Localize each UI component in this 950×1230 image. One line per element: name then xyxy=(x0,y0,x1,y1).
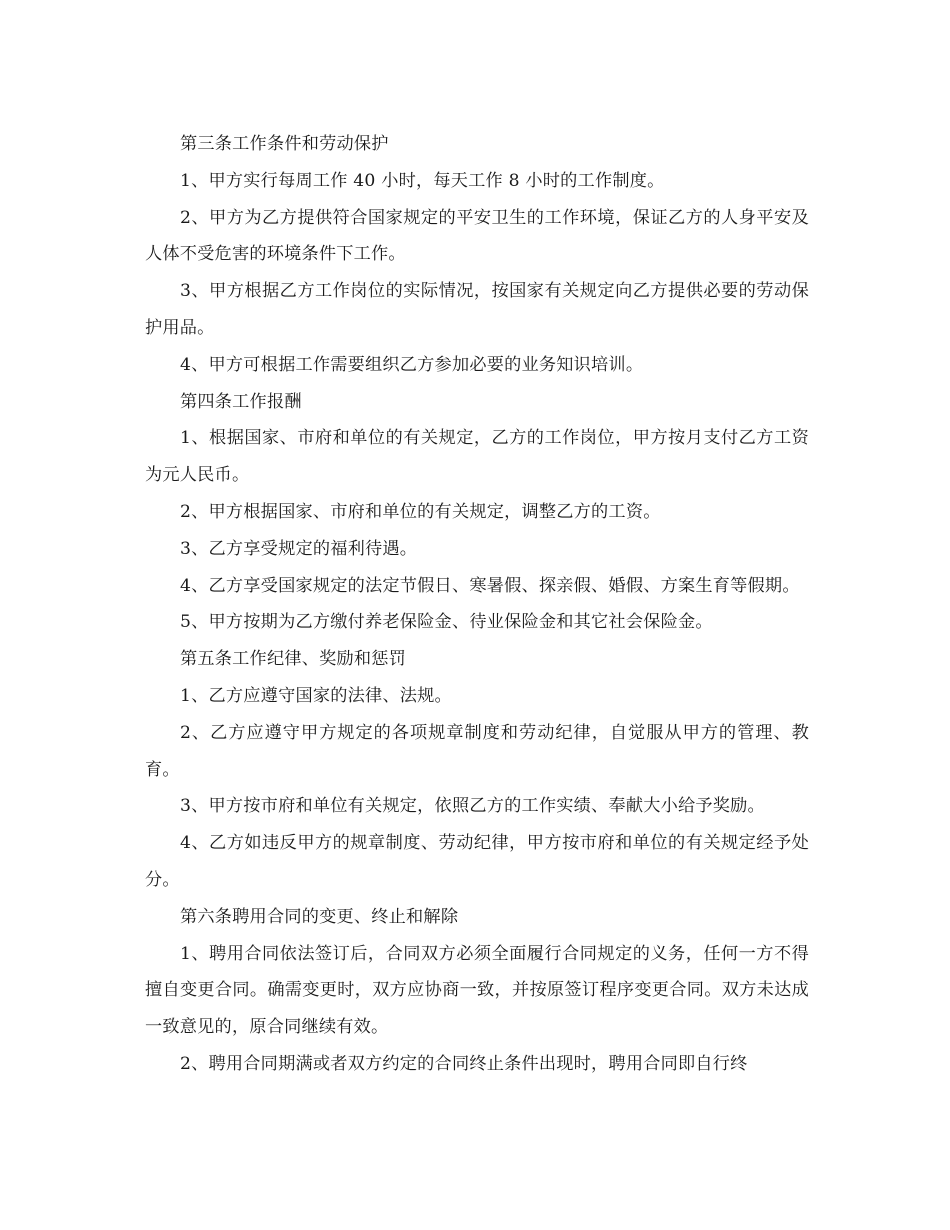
section-heading-5: 第五条工作纪律、奖励和惩罚 xyxy=(180,649,407,670)
clause-3-3: 3、甲方根据乙方工作岗位的实际情况，按国家有关规定向乙方提供必要的劳动保护用品。 xyxy=(145,281,809,338)
clause-4-4: 4、乙方享受国家规定的法定节假日、寒暑假、探亲假、婚假、方案生育等假期。 xyxy=(180,575,800,596)
document-body xyxy=(145,126,809,1083)
section-heading-4: 第四条工作报酬 xyxy=(180,391,302,412)
clause-6-2: 2、聘用合同期满或者双方约定的合同终止条件出现时，聘用合同即自行终 xyxy=(180,1053,748,1074)
section-heading-6: 第六条聘用合同的变更、终止和解除 xyxy=(180,906,459,927)
clause-5-4: 4、乙方如违反甲方的规章制度、劳动纪律，甲方按市府和单位的有关规定经予处分。 xyxy=(145,833,809,890)
clause-5-2: 2、乙方应遵守甲方规定的各项规章制度和劳动纪律，自觉服从甲方的管理、教育。 xyxy=(145,722,809,780)
clause-3-2: 2、甲方为乙方提供符合国家规定的平安卫生的工作环境，保证乙方的人身平安及人体不受危害的环境条件下工作。 xyxy=(145,207,809,265)
clause-6-1: 1、聘用合同依法签订后，合同双方必须全面履行合同规定的义务，任何一方不得擅自变更合同。确需变更时，双方应协商一致，并按原签订程序变更合同。双方未达成一致意见的，原合同继续有效。 xyxy=(145,943,809,1038)
section-heading-3: 第三条工作条件和劳动保护 xyxy=(180,134,389,154)
clause-4-1: 1、根据国家、市府和单位的有关规定，乙方的工作岗位，甲方按月支付乙方工资为元人民币。 xyxy=(145,428,809,486)
clause-4-5: 5、甲方按期为乙方缴付养老保险金、待业保险金和其它社会保险金。 xyxy=(180,612,713,633)
clause-4-2: 2、甲方根据国家、市府和单位的有关规定，调整乙方的工资。 xyxy=(180,501,661,522)
clause-5-3: 3、甲方按市府和单位有关规定，依照乙方的工作实绩、奉献大小给予奖励。 xyxy=(180,796,765,817)
clause-4-3: 3、乙方享受规定的福利待遇。 xyxy=(180,538,418,559)
clause-5-1: 1、乙方应遵守国家的法律、法规。 xyxy=(180,685,452,706)
clause-3-4: 4、甲方可根据工作需要组织乙方参加必要的业务知识培训。 xyxy=(180,354,644,375)
clause-3-1: 1、甲方实行每周工作 40 小时，每天工作 8 小时的工作制度。 xyxy=(180,170,665,191)
